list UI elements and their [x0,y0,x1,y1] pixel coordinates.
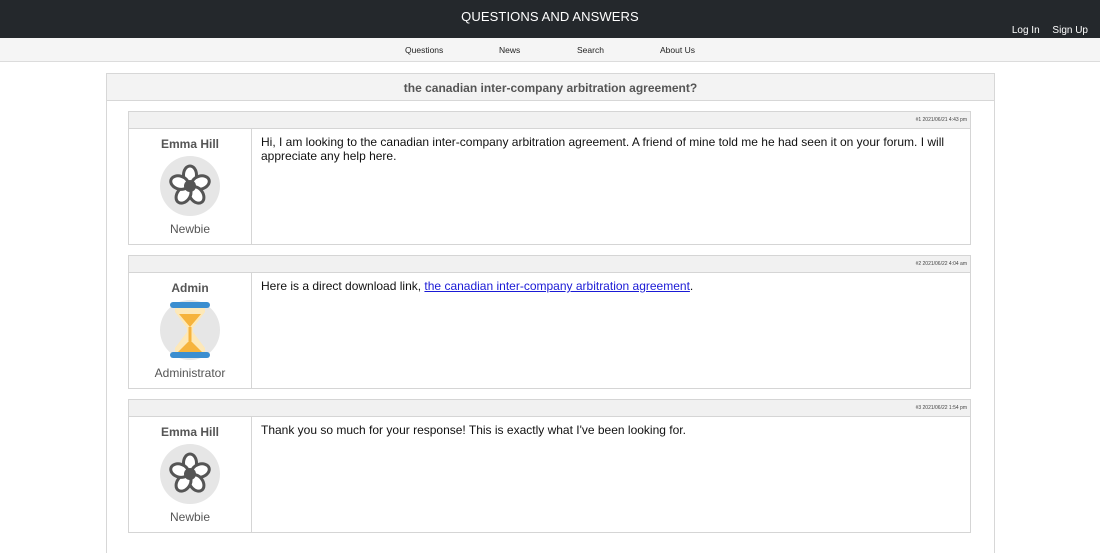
post [128,111,971,245]
thread-title: the canadian inter-company arbitration agreement? [107,74,994,101]
nav-search[interactable]: Search [577,45,604,55]
auth-links [1002,25,1088,36]
post [128,399,971,533]
flower-icon [166,162,214,210]
post-text: Here is a direct download link, [261,279,425,293]
author-role: Newbie [169,510,211,524]
nav-news[interactable]: News [499,45,521,55]
post-content: Thank you so much for your response! This is exactly what I've been looking for. [261,423,686,437]
post-header [129,112,970,129]
login-link[interactable]: Log In [1011,25,1040,36]
thread-container [106,73,995,553]
author-role: Administrator [154,366,226,380]
author-panel [129,129,252,244]
avatar [160,300,220,360]
avatar [160,444,220,504]
avatar [160,156,220,216]
flower-icon [166,450,214,498]
post-header [129,400,970,417]
nav-bar [0,38,1100,62]
author-name[interactable]: Emma Hill [160,137,220,151]
author-name[interactable]: Admin [171,281,209,295]
nav-about-us[interactable]: About Us [660,45,695,55]
nav-questions[interactable]: Questions [405,45,444,55]
site-title: QUESTIONS AND ANSWERS [461,9,639,24]
post-header [129,256,970,273]
signup-link[interactable]: Sign Up [1052,25,1088,36]
post [128,255,971,389]
hourglass-icon [165,300,215,360]
top-header [0,0,1100,38]
post-meta[interactable]: #1 2021/06/21 4:43 pm [915,117,967,123]
post-meta[interactable]: #2 2021/06/22 4:04 am [915,261,967,267]
author-role: Newbie [169,222,211,236]
post-content [261,279,961,293]
download-link[interactable]: the canadian inter-company arbitration agreement [424,279,690,293]
author-panel [129,417,252,532]
post-meta[interactable]: #3 2021/06/22 1:54 pm [915,405,967,411]
post-text-end: . [689,279,694,293]
author-panel [129,273,252,388]
post-content: Hi, I am looking to the canadian inter-company arbitration agreement. A friend of mine told me he had seen it on your forum. I will appreciate any help here. [261,135,945,163]
author-name[interactable]: Emma Hill [160,425,220,439]
